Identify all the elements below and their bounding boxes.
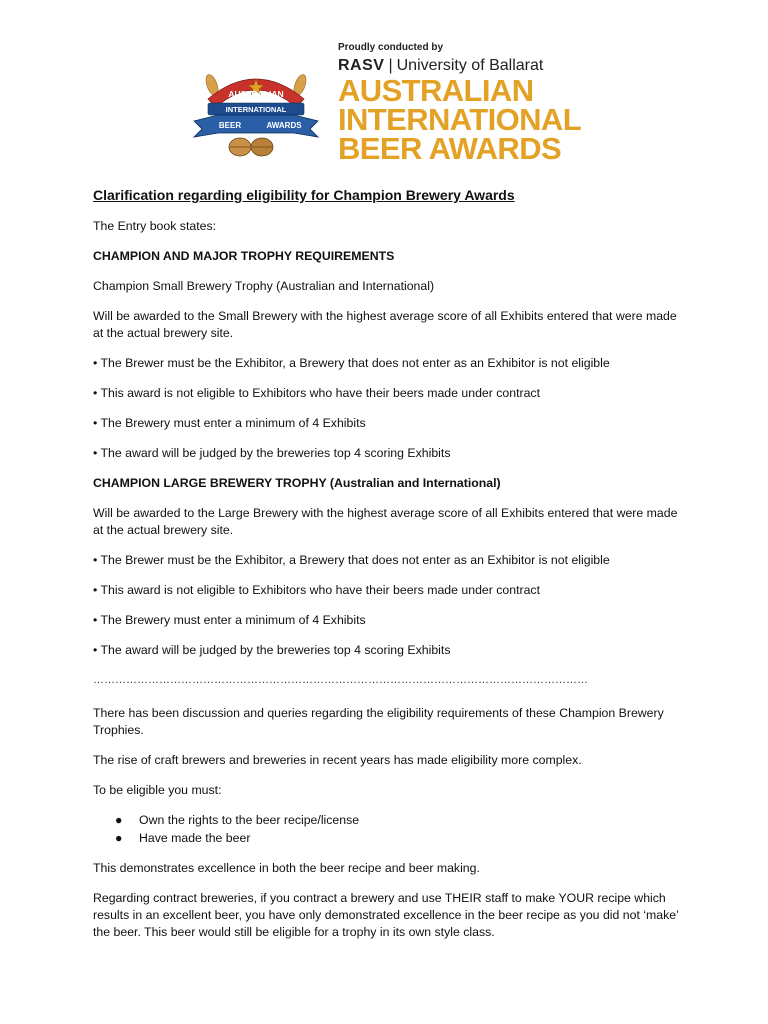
rise-text: The rise of craft brewers and breweries in recent years has made eligibility more complex. <box>93 753 582 767</box>
bullet-icon: ● <box>115 813 123 827</box>
badge-top-text: AUSTRALIAN <box>228 89 284 99</box>
brand-line-2: INTERNATIONAL <box>338 102 582 137</box>
requirements-heading: CHAMPION AND MAJOR TROPHY REQUIREMENTS <box>93 249 395 263</box>
large-trophy-rule: • The Brewer must be the Exhibitor, a Brewery that does not enter as an Exhibitor is not eligible <box>93 553 610 567</box>
list-item <box>93 812 683 829</box>
eligibility-list <box>93 812 683 847</box>
badge-awards-text: AWARDS <box>266 121 302 130</box>
list-item <box>93 830 683 847</box>
small-trophy-rule: • The Brewer must be the Exhibitor, a Brewery that does not enter as an Exhibitor is not eligible <box>93 356 610 370</box>
demonstrates-text: This demonstrates excellence in both the beer recipe and beer making. <box>93 861 480 875</box>
small-trophy-description: Will be awarded to the Small Brewery with the highest average score of all Exhibits entered that were made at the actual brewery site. <box>93 309 677 340</box>
large-trophy-title: CHAMPION LARGE BREWERY TROPHY (Australian and International) <box>93 476 501 490</box>
discussion-text: There has been discussion and queries regarding the eligibility requirements of these Champion Brewery Trophies. <box>93 706 664 737</box>
eligible-intro: To be eligible you must: <box>93 783 222 797</box>
large-trophy-rule: • The award will be judged by the breweries top 4 scoring Exhibits <box>93 643 451 657</box>
partners-separator: | <box>388 57 393 74</box>
rasv-label: RASV <box>338 57 385 74</box>
university-label: University of Ballarat <box>396 57 544 74</box>
brand-line-1: AUSTRALIAN <box>338 73 534 108</box>
list-item-text: Own the rights to the beer recipe/license <box>139 813 360 827</box>
large-trophy-description: Will be awarded to the Large Brewery with the highest average score of all Exhibits entered that were made at the actual brewery site. <box>93 506 678 537</box>
contract-text: Regarding contract breweries, if you contract a brewery and use THEIR staff to make YOUR recipe which results in an excellent beer, you have only demonstrated excellence in the beer recipe as you did not ‘make’ the beer. This beer would still be eligible for a trophy in its own style class. <box>93 891 679 939</box>
dotted-separator: ……………………………………………………………………………………………………………………… <box>93 674 588 686</box>
small-trophy-rule: • The award will be judged by the breweries top 4 scoring Exhibits <box>93 446 451 460</box>
conducted-by-label: Proudly conducted by <box>338 42 444 53</box>
awards-badge-logo <box>190 63 322 159</box>
intro-text: The Entry book states: <box>93 219 217 233</box>
small-trophy-title: Champion Small Brewery Trophy (Australian and International) <box>93 279 435 293</box>
small-trophy-rule: • This award is not eligible to Exhibitors who have their beers made under contract <box>93 386 540 400</box>
large-trophy-rule: • This award is not eligible to Exhibitors who have their beers made under contract <box>93 583 540 597</box>
brand-block <box>338 42 618 166</box>
document-title: Clarification regarding eligibility for Champion Brewery Awards <box>93 187 515 203</box>
bullet-icon: ● <box>115 831 123 845</box>
document-body <box>93 186 683 954</box>
list-item-text: Have made the beer <box>139 831 251 845</box>
brand-line-3: BEER AWARDS <box>338 131 562 166</box>
badge-mid-text: INTERNATIONAL <box>225 105 287 114</box>
badge-beer-text: BEER <box>218 121 242 130</box>
small-trophy-rule: • The Brewery must enter a minimum of 4 Exhibits <box>93 416 366 430</box>
large-trophy-rule: • The Brewery must enter a minimum of 4 Exhibits <box>93 613 366 627</box>
